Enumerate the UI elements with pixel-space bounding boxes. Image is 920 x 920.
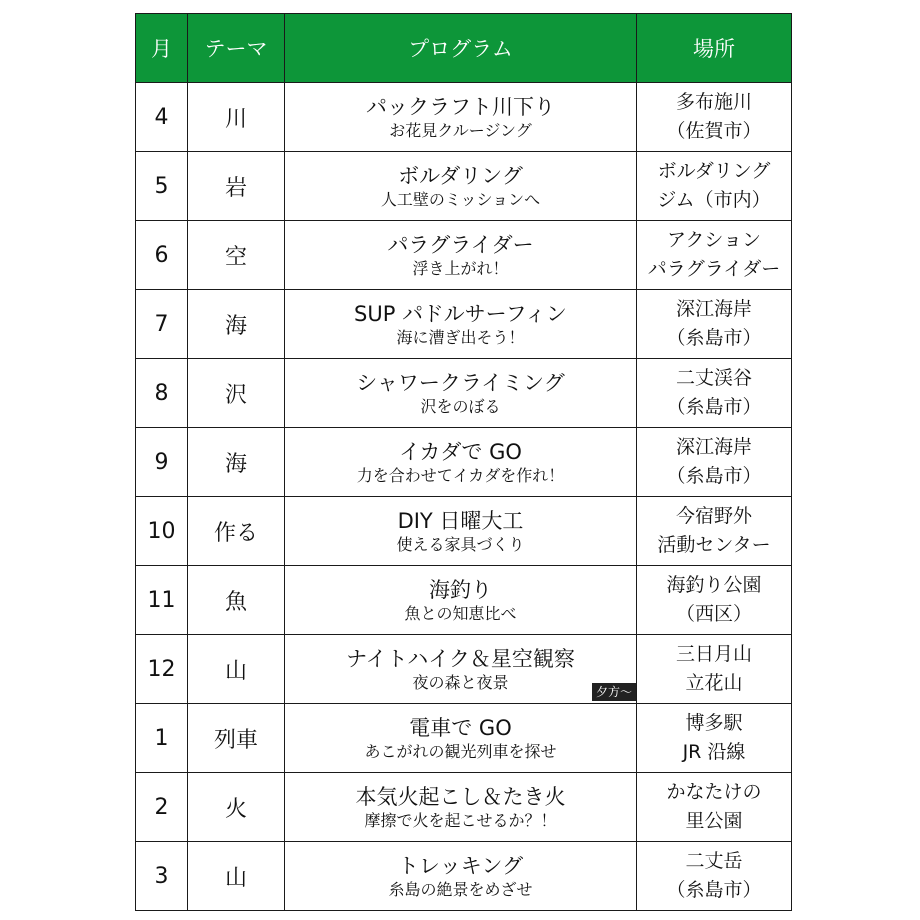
program-title: トレッキング: [397, 853, 524, 878]
program-cell: [285, 842, 637, 911]
place-line: アクション: [666, 229, 762, 251]
theme-cell: 魚: [188, 566, 285, 635]
program-cell: [285, 428, 637, 497]
place-cell: [637, 152, 792, 221]
table-row: [136, 83, 792, 152]
theme-cell: 山: [188, 842, 285, 911]
place-cell: [637, 497, 792, 566]
month-cell: 7: [136, 290, 188, 359]
month-cell: 4: [136, 83, 188, 152]
month-cell: 5: [136, 152, 188, 221]
month-cell: 10: [136, 497, 188, 566]
place-line: JR 沿線: [682, 741, 746, 763]
theme-cell: 空: [188, 221, 285, 290]
table-row: [136, 635, 792, 704]
theme-cell: 火: [188, 773, 285, 842]
program-subtitle: お花見クルージング: [389, 120, 532, 140]
place-line: 多布施川: [675, 91, 752, 113]
program-title: 海釣り: [429, 577, 492, 602]
program-subtitle: 摩擦で火を起こせるか？！: [364, 810, 557, 830]
program-title: ボルダリング: [398, 163, 523, 188]
place-cell: [637, 359, 792, 428]
place-cell: [637, 83, 792, 152]
place-cell: [637, 290, 792, 359]
program-title: DIY 日曜大工: [397, 508, 524, 533]
place-line: パラグライダー: [647, 258, 781, 280]
place-line: 海釣り公園: [666, 574, 762, 596]
theme-cell: 川: [188, 83, 285, 152]
theme-cell: 沢: [188, 359, 285, 428]
schedule-table: [135, 13, 792, 911]
place-line: 今宿野外: [675, 505, 752, 527]
place-line: （糸島市）: [666, 879, 762, 901]
place-line: 博多駅: [685, 712, 743, 734]
month-cell: 6: [136, 221, 188, 290]
place-line: 二丈渓谷: [675, 367, 752, 389]
program-cell: [285, 497, 637, 566]
table-row: [136, 773, 792, 842]
place-line: 二丈岳: [685, 850, 743, 872]
month-cell: 1: [136, 704, 188, 773]
program-title: ナイトハイク＆星空観察: [346, 646, 575, 671]
table-row: [136, 428, 792, 497]
table-row: [136, 152, 792, 221]
place-line: （西区）: [675, 603, 752, 625]
month-cell: 11: [136, 566, 188, 635]
program-title: シャワークライミング: [356, 370, 565, 395]
place-line: （糸島市）: [666, 396, 762, 418]
program-title: SUP パドルサーフィン: [354, 301, 567, 326]
month-cell: 9: [136, 428, 188, 497]
program-subtitle: 力を合わせてイカダを作れ！: [356, 465, 565, 485]
place-line: 立花山: [685, 672, 743, 694]
theme-cell: 列車: [188, 704, 285, 773]
program-title: パラグライダー: [387, 232, 534, 257]
month-cell: 8: [136, 359, 188, 428]
theme-cell: 山: [188, 635, 285, 704]
place-line: （糸島市）: [666, 327, 762, 349]
place-cell: [637, 566, 792, 635]
place-cell: [637, 635, 792, 704]
program-title: 本気火起こし＆たき火: [355, 784, 566, 809]
program-subtitle: 夜の森と夜景: [412, 672, 509, 692]
program-subtitle: 使える家具づくり: [396, 534, 525, 554]
program-cell: [285, 83, 637, 152]
place-cell: [637, 428, 792, 497]
month-cell: 3: [136, 842, 188, 911]
program-subtitle: 浮き上がれ！: [412, 258, 509, 278]
program-subtitle: 海に漕ぎ出そう！: [396, 327, 525, 347]
table-row: [136, 290, 792, 359]
month-cell: 2: [136, 773, 188, 842]
header-row: [136, 14, 792, 83]
program-cell: [285, 635, 637, 704]
program-title: 電車で GO: [409, 715, 512, 740]
program-subtitle: 人工壁のミッションへ: [380, 189, 541, 209]
header-program: プログラム: [285, 14, 637, 83]
place-line: 三日月山: [675, 643, 752, 665]
table-header: [136, 14, 792, 83]
header-theme: テーマ: [188, 14, 285, 83]
program-title: パックラフト川下り: [366, 94, 555, 119]
theme-cell: 岩: [188, 152, 285, 221]
program-title: イカダで GO: [399, 439, 522, 464]
place-line: 里公園: [685, 810, 743, 832]
table-body: [136, 83, 792, 911]
table-row: [136, 497, 792, 566]
place-line: 深江海岸: [675, 436, 752, 458]
program-cell: [285, 221, 637, 290]
place-line: 深江海岸: [675, 298, 752, 320]
table-row: [136, 566, 792, 635]
place-line: （佐賀市）: [666, 120, 762, 142]
program-cell: [285, 773, 637, 842]
place-cell: [637, 221, 792, 290]
theme-cell: 海: [188, 290, 285, 359]
place-cell: [637, 773, 792, 842]
place-line: （糸島市）: [666, 465, 762, 487]
program-cell: [285, 290, 637, 359]
program-cell: [285, 704, 637, 773]
program-cell: [285, 152, 637, 221]
table-row: [136, 842, 792, 911]
program-cell: [285, 566, 637, 635]
theme-cell: 海: [188, 428, 285, 497]
place-line: ジム（市内）: [657, 189, 771, 211]
program-subtitle: 糸島の絶景をめざせ: [388, 879, 533, 899]
table-row: [136, 704, 792, 773]
program-cell: [285, 359, 637, 428]
place-cell: [637, 704, 792, 773]
time-badge: 夕方〜: [592, 683, 636, 701]
theme-cell: 作る: [188, 497, 285, 566]
place-cell: [637, 842, 792, 911]
month-cell: 12: [136, 635, 188, 704]
table-row: [136, 221, 792, 290]
header-month: 月: [136, 14, 188, 83]
program-subtitle: あこがれの観光列車を探せ: [364, 741, 557, 761]
place-line: 活動センター: [657, 534, 771, 556]
program-subtitle: 沢をのぼる: [420, 396, 501, 416]
place-line: ボルダリング: [657, 160, 771, 182]
table-row: [136, 359, 792, 428]
program-subtitle: 魚との知恵比べ: [404, 603, 517, 623]
header-place: 場所: [637, 14, 792, 83]
place-line: かなたけの: [666, 781, 762, 803]
